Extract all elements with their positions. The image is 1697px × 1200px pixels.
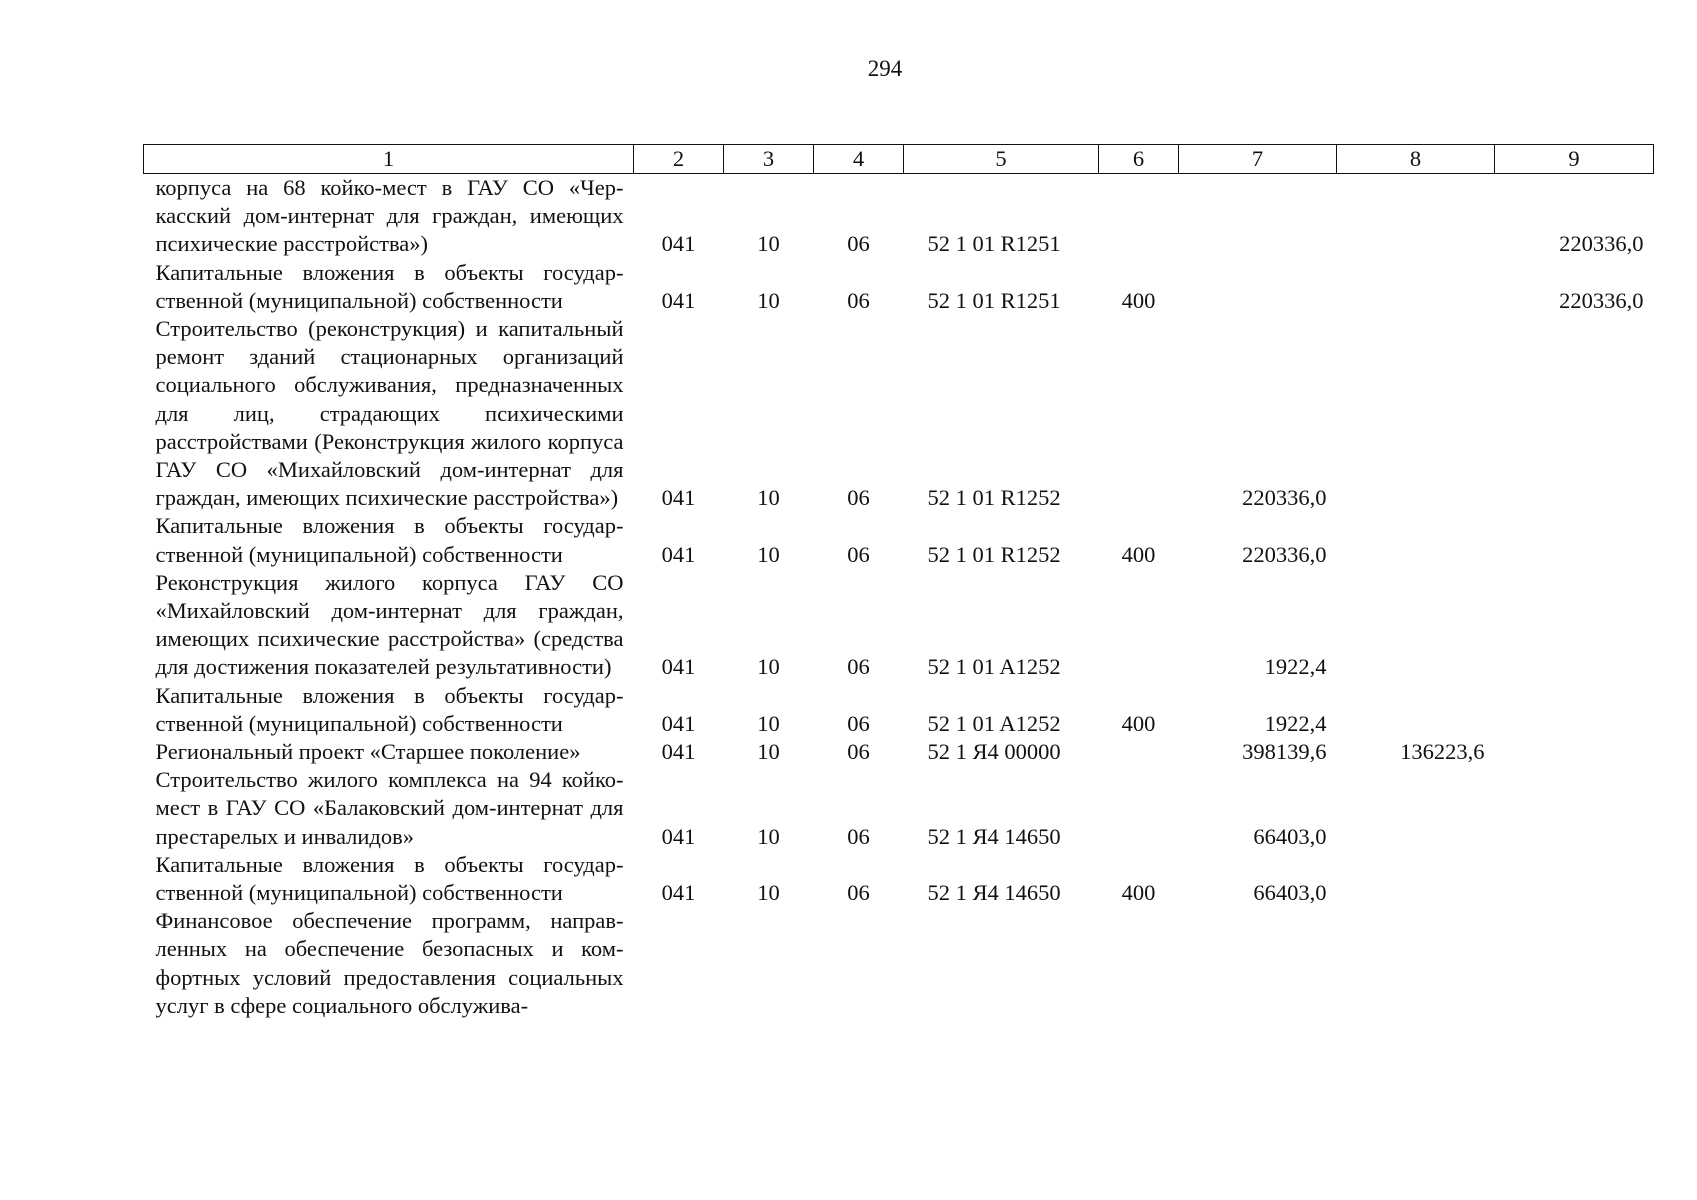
amount-col9: 220336,0 (1559, 231, 1644, 257)
code-subsection (814, 907, 904, 1020)
table-row (144, 682, 1654, 738)
item-name: Капитальные вложения в объекты государственной (муниципальной) собственности (155, 682, 624, 736)
item-name: корпуса на 68 койко-мест в ГАУ СО «Черкасский дом-интернат для граждан, имеющих психические расстройства») (155, 175, 624, 257)
code-expense-type (1099, 766, 1179, 851)
table-row (144, 766, 1654, 851)
code-target: 52 1 01 A1252 (927, 710, 1061, 736)
amount-col7: 1922,4 (1264, 654, 1327, 680)
table-body (144, 174, 1654, 1021)
code-target: 52 1 Я4 14650 (927, 880, 1061, 906)
code-subsection: 06 (847, 739, 870, 765)
header-cell: 2 (634, 145, 724, 174)
code-expense-type (1099, 174, 1179, 259)
code-target: 52 1 01 A1252 (927, 654, 1061, 680)
code-expense-type: 400 (1121, 287, 1156, 313)
amount-col9 (1495, 569, 1654, 682)
code-section: 10 (757, 739, 780, 765)
amount-col8 (1337, 766, 1495, 851)
amount-col8 (1337, 315, 1495, 512)
code-expense-type: 400 (1121, 541, 1156, 567)
amount-col9 (1495, 851, 1654, 907)
header-cell: 1 (144, 145, 634, 174)
header-row (144, 145, 1654, 174)
table-row (144, 851, 1654, 907)
amount-col9 (1495, 512, 1654, 568)
code-section: 10 (757, 541, 780, 567)
code-subsection: 06 (847, 823, 870, 849)
amount-col8 (1337, 851, 1495, 907)
code-section: 10 (757, 231, 780, 257)
code-expense-type (1099, 569, 1179, 682)
table-row (144, 569, 1654, 682)
header-cell: 4 (814, 145, 904, 174)
item-name: Капитальные вложения в объекты государственной (муниципальной) собственности (155, 259, 624, 313)
table-row (144, 907, 1654, 1020)
code-target: 52 1 01 R1252 (927, 541, 1061, 567)
code-section: 10 (757, 823, 780, 849)
amount-col9 (1495, 766, 1654, 851)
amount-col7: 220336,0 (1242, 541, 1327, 567)
table-row (144, 315, 1654, 512)
code-subsection: 06 (847, 710, 870, 736)
amount-col7: 1922,4 (1264, 710, 1327, 736)
table-row (144, 174, 1654, 259)
table-header (144, 145, 1654, 174)
item-name: Строительство жилого комплекса на 94 койко-мест в ГАУ СО «Балаковский дом-интернат для престарелых и инвалидов» (155, 767, 624, 849)
budget-table (143, 144, 1654, 1020)
code-ministry: 041 (661, 880, 696, 906)
code-subsection: 06 (847, 231, 870, 257)
code-ministry: 041 (661, 287, 696, 313)
code-section: 10 (757, 485, 780, 511)
table-row (144, 738, 1654, 766)
code-target: 52 1 Я4 14650 (927, 823, 1061, 849)
header-cell: 3 (724, 145, 814, 174)
header-cell: 9 (1495, 145, 1654, 174)
code-expense-type (1099, 315, 1179, 512)
code-ministry: 041 (661, 823, 696, 849)
code-section: 10 (757, 654, 780, 680)
header-cell: 8 (1337, 145, 1495, 174)
amount-col7: 66403,0 (1253, 823, 1327, 849)
code-ministry: 041 (661, 710, 696, 736)
code-target: 52 1 01 R1251 (927, 287, 1061, 313)
table-row (144, 512, 1654, 568)
code-ministry: 041 (661, 541, 696, 567)
amount-col7 (1179, 259, 1337, 315)
code-subsection: 06 (847, 287, 870, 313)
code-expense-type: 400 (1121, 880, 1156, 906)
code-expense-type: 400 (1121, 710, 1156, 736)
amount-col9 (1495, 738, 1654, 766)
code-target: 52 1 Я4 00000 (927, 739, 1061, 765)
code-subsection: 06 (847, 541, 870, 567)
code-section: 10 (757, 287, 780, 313)
amount-col9 (1495, 907, 1654, 1020)
item-name: Финансовое обеспечение программ, направленных на обеспечение безопасных и комфортных условий предоставления социальных услуг в сфере социального обслужива- (155, 908, 624, 1018)
amount-col7: 398139,6 (1242, 739, 1327, 765)
code-expense-type (1099, 738, 1179, 766)
amount-col8 (1337, 569, 1495, 682)
code-section: 10 (757, 880, 780, 906)
item-name: Региональный проект «Старшее поколение» (155, 739, 581, 765)
code-subsection: 06 (847, 654, 870, 680)
code-ministry (634, 907, 724, 1020)
code-ministry: 041 (661, 654, 696, 680)
code-target: 52 1 01 R1251 (927, 231, 1061, 257)
item-name: Строительство (реконструкция) и капитальный ремонт зданий стационарных организаций социального обслуживания, предназначенных для лиц, страдающих психическими расстройствами (Реконструкция жилого корпуса ГАУ СО «Михайловский дом-интернат для граждан, имеющих психические расстройства») (155, 316, 624, 511)
item-name: Капитальные вложения в объекты государственной (муниципальной) собственности (155, 851, 624, 906)
header-cell: 6 (1099, 145, 1179, 174)
amount-col8 (1337, 512, 1495, 568)
code-section: 10 (757, 710, 780, 736)
amount-col7: 220336,0 (1242, 485, 1327, 511)
table-row (144, 259, 1654, 315)
amount-col7 (1179, 907, 1337, 1020)
amount-col8 (1337, 259, 1495, 315)
amount-col7 (1179, 174, 1337, 259)
code-ministry: 041 (661, 485, 696, 511)
code-expense-type (1099, 907, 1179, 1020)
code-section (724, 907, 814, 1020)
code-target (904, 907, 1099, 1020)
amount-col8 (1337, 907, 1495, 1020)
amount-col8 (1337, 174, 1495, 259)
amount-col7: 66403,0 (1253, 880, 1327, 906)
code-ministry: 041 (661, 739, 696, 765)
code-target: 52 1 01 R1252 (927, 485, 1061, 511)
code-ministry: 041 (661, 231, 696, 257)
item-name: Реконструкция жилого корпуса ГАУ СО «Михайловский дом-интернат для граждан, имеющих психические расстройства» (средства для достижения показателей результативности) (155, 569, 624, 680)
page-number: 294 (867, 56, 903, 81)
header-cell: 5 (904, 145, 1099, 174)
header-cell: 7 (1179, 145, 1337, 174)
amount-col9 (1495, 315, 1654, 512)
amount-col9 (1495, 682, 1654, 738)
amount-col9: 220336,0 (1559, 287, 1644, 313)
code-subsection: 06 (847, 485, 870, 511)
code-subsection: 06 (847, 880, 870, 906)
item-name: Капитальные вложения в объекты государственной (муниципальной) собственности (155, 513, 624, 567)
amount-col8: 136223,6 (1400, 739, 1485, 765)
amount-col8 (1337, 682, 1495, 738)
